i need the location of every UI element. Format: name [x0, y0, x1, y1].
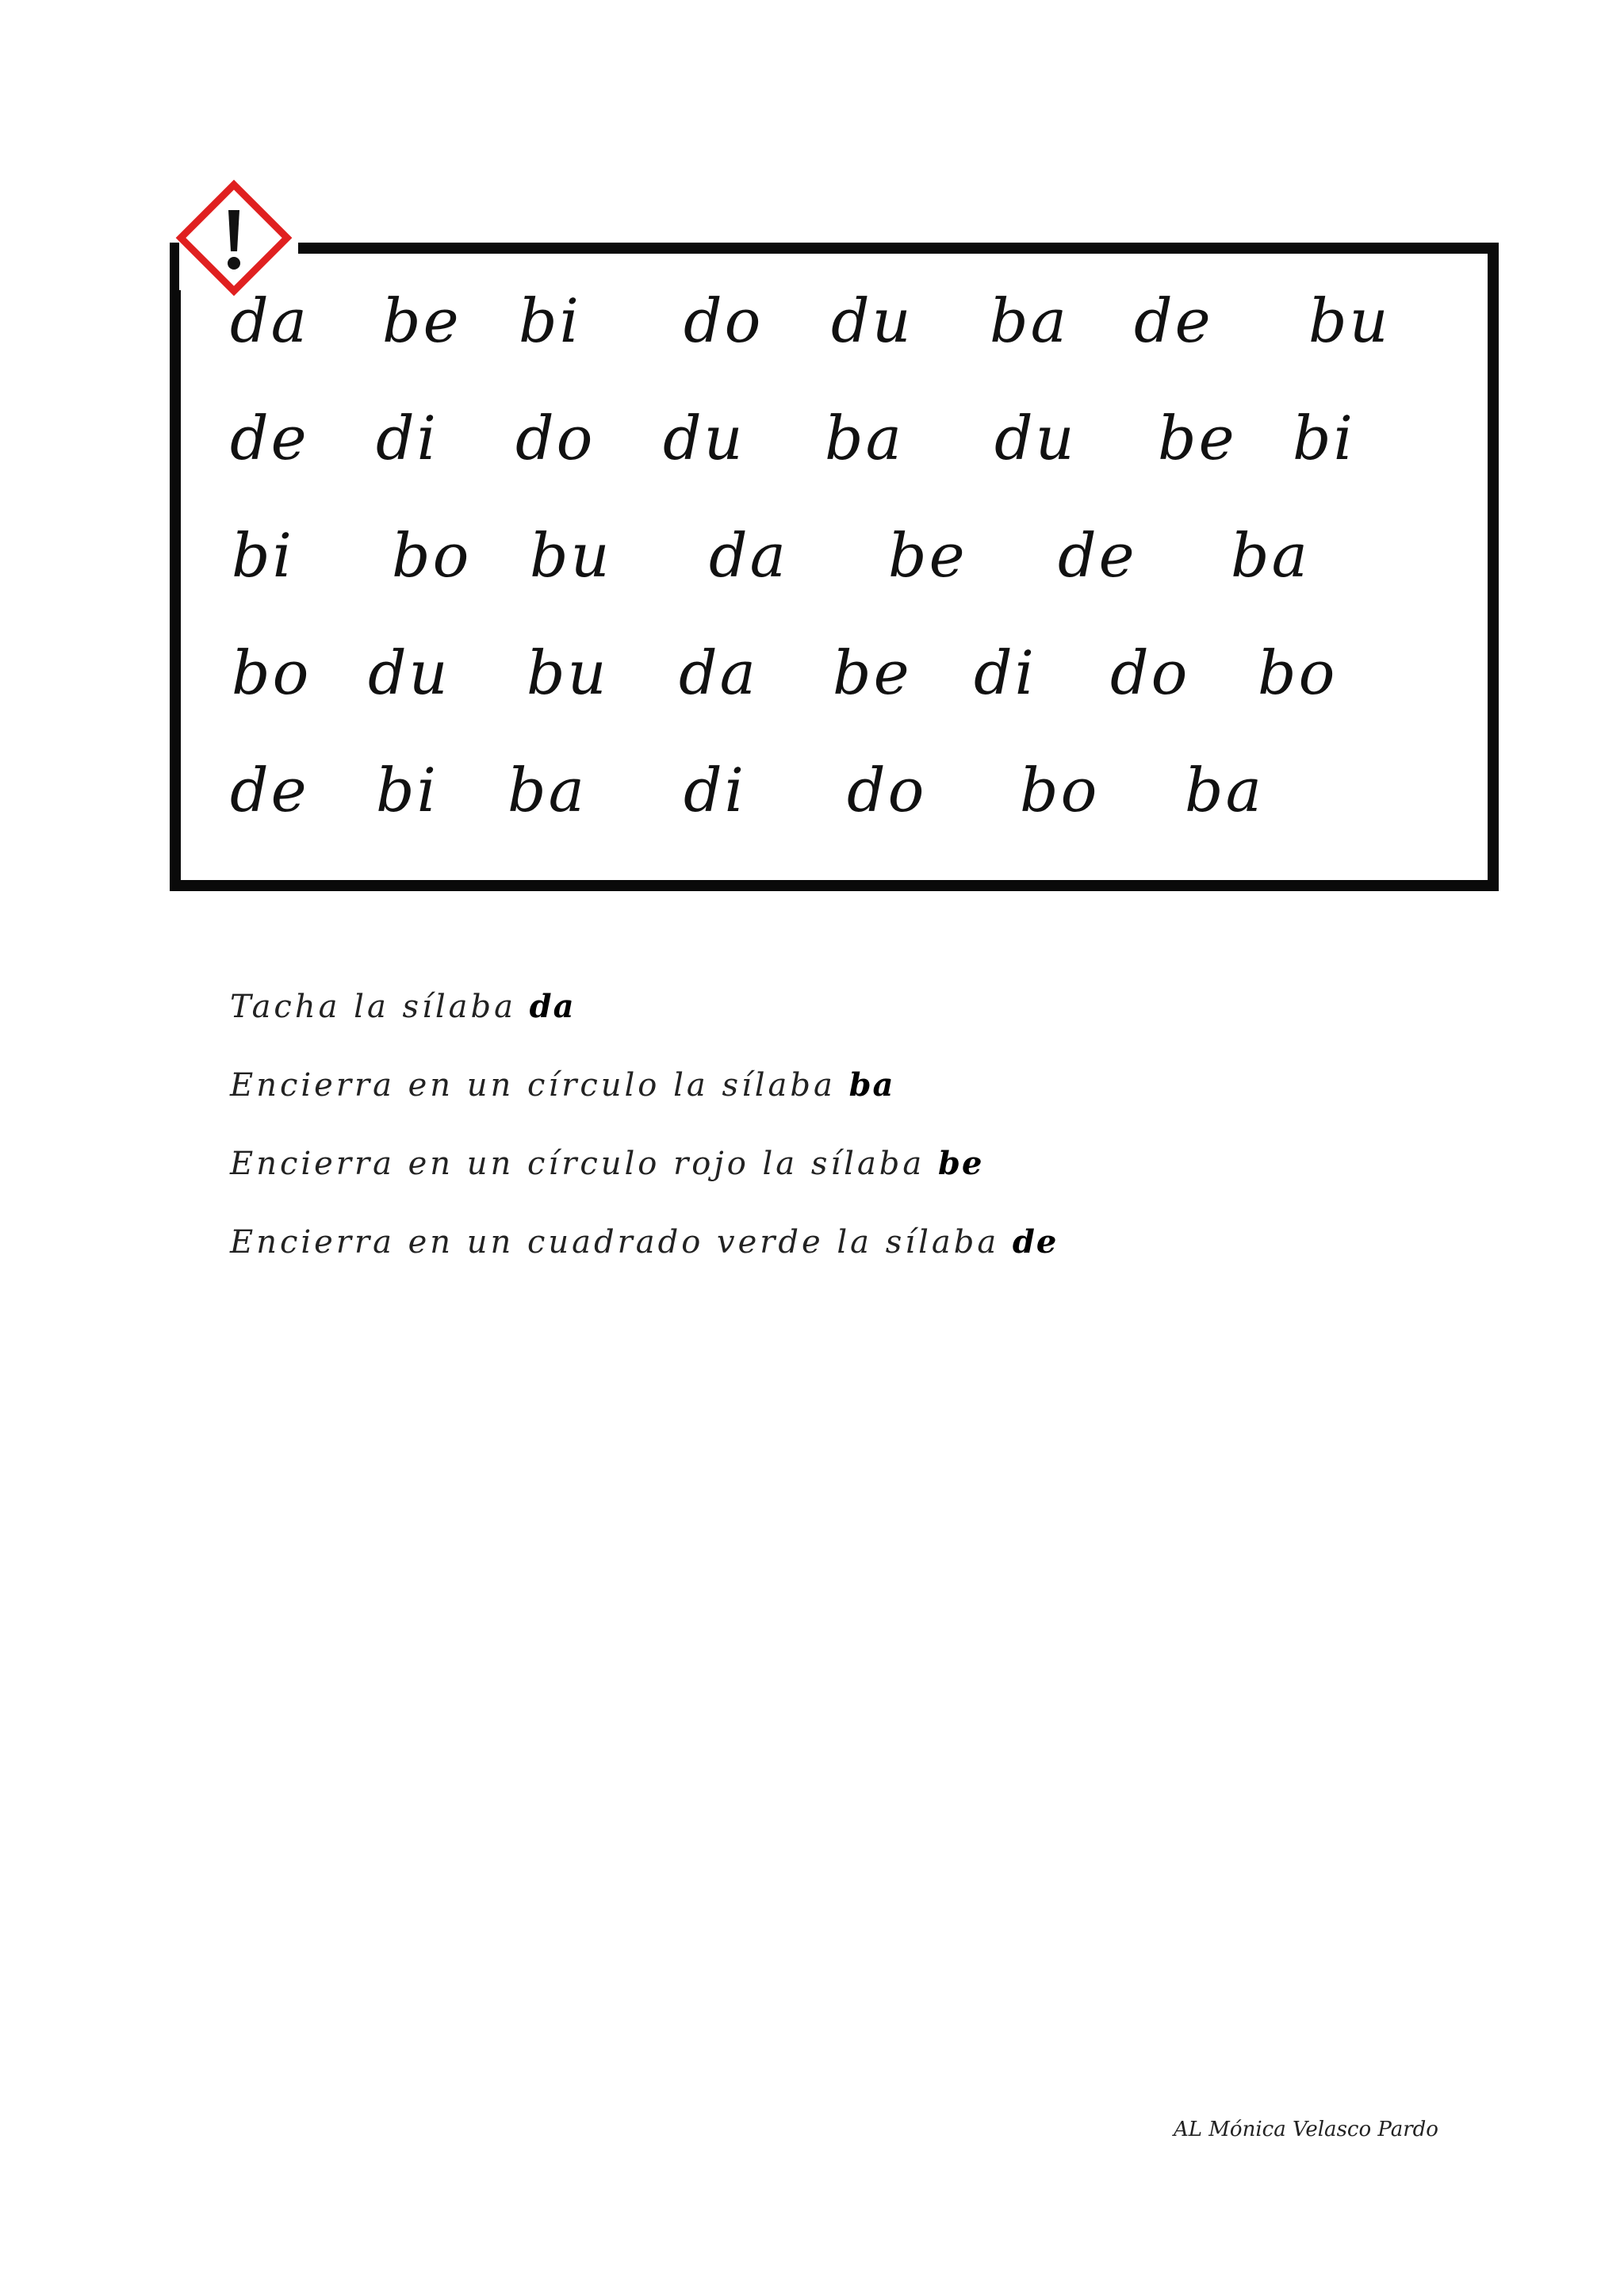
syllable[interactable]: do	[684, 285, 764, 356]
syllable[interactable]: bu	[530, 520, 612, 591]
syllable[interactable]: da	[679, 637, 758, 708]
syllable[interactable]: ba	[825, 403, 904, 473]
syllable[interactable]: be	[382, 285, 462, 356]
syllable[interactable]: du	[663, 403, 745, 473]
syllable[interactable]: do	[1110, 637, 1190, 708]
syllable[interactable]: ba	[1185, 755, 1264, 825]
syllable[interactable]: bu	[527, 637, 609, 708]
instruction-text: Encierra en un círculo la sílaba	[230, 1067, 836, 1104]
target-syllable: be	[937, 1145, 984, 1182]
instruction-red-circle	[230, 1132, 1419, 1211]
syllable[interactable]: ba	[990, 285, 1069, 356]
syllable-row	[0, 277, 1624, 365]
instruction-cross-out	[230, 975, 1419, 1054]
syllable[interactable]: ba	[1231, 520, 1310, 591]
syllable[interactable]: da	[709, 520, 788, 591]
syllable-row	[0, 395, 1624, 482]
syllable[interactable]: be	[1158, 403, 1237, 473]
syllable[interactable]: di	[974, 637, 1036, 708]
syllable[interactable]: du	[831, 285, 914, 356]
syllable[interactable]: bi	[1293, 403, 1355, 473]
syllable-row	[0, 512, 1624, 599]
syllable[interactable]: bi	[376, 755, 439, 825]
syllable[interactable]: bo	[1020, 755, 1100, 825]
syllable[interactable]: bi	[232, 520, 294, 591]
instruction-green-square	[230, 1211, 1419, 1289]
target-syllable: da	[529, 988, 576, 1025]
instruction-text: Tacha la sílaba	[230, 989, 516, 1025]
author-credit: AL Mónica Velasco Pardo	[1174, 2118, 1438, 2141]
syllable[interactable]: de	[1058, 520, 1137, 591]
target-syllable: de	[1012, 1223, 1059, 1261]
syllable[interactable]: de	[1134, 285, 1213, 356]
syllable[interactable]: do	[847, 755, 927, 825]
syllable[interactable]: bo	[232, 637, 312, 708]
syllable[interactable]: de	[230, 403, 309, 473]
instruction-text: Encierra en un círculo rojo la sílaba	[230, 1146, 925, 1182]
syllable[interactable]: du	[368, 637, 450, 708]
instructions-list	[230, 975, 1419, 1289]
syllable[interactable]: bu	[1308, 285, 1391, 356]
instruction-circle	[230, 1054, 1419, 1132]
syllable[interactable]: di	[376, 403, 439, 473]
syllable[interactable]: de	[230, 755, 309, 825]
syllable-row	[0, 629, 1624, 717]
syllable[interactable]: be	[888, 520, 967, 591]
syllable[interactable]: do	[515, 403, 596, 473]
syllable[interactable]: da	[230, 285, 309, 356]
syllable[interactable]: be	[833, 637, 912, 708]
syllable[interactable]: bi	[519, 285, 581, 356]
syllable[interactable]: di	[684, 755, 746, 825]
syllable-row	[0, 747, 1624, 834]
instruction-text: Encierra en un cuadrado verde la sílaba	[230, 1224, 1000, 1261]
syllable[interactable]: bo	[392, 520, 472, 591]
syllable[interactable]: bo	[1258, 637, 1338, 708]
syllable[interactable]: du	[994, 403, 1077, 473]
syllable[interactable]: ba	[508, 755, 587, 825]
target-syllable: ba	[848, 1066, 895, 1104]
